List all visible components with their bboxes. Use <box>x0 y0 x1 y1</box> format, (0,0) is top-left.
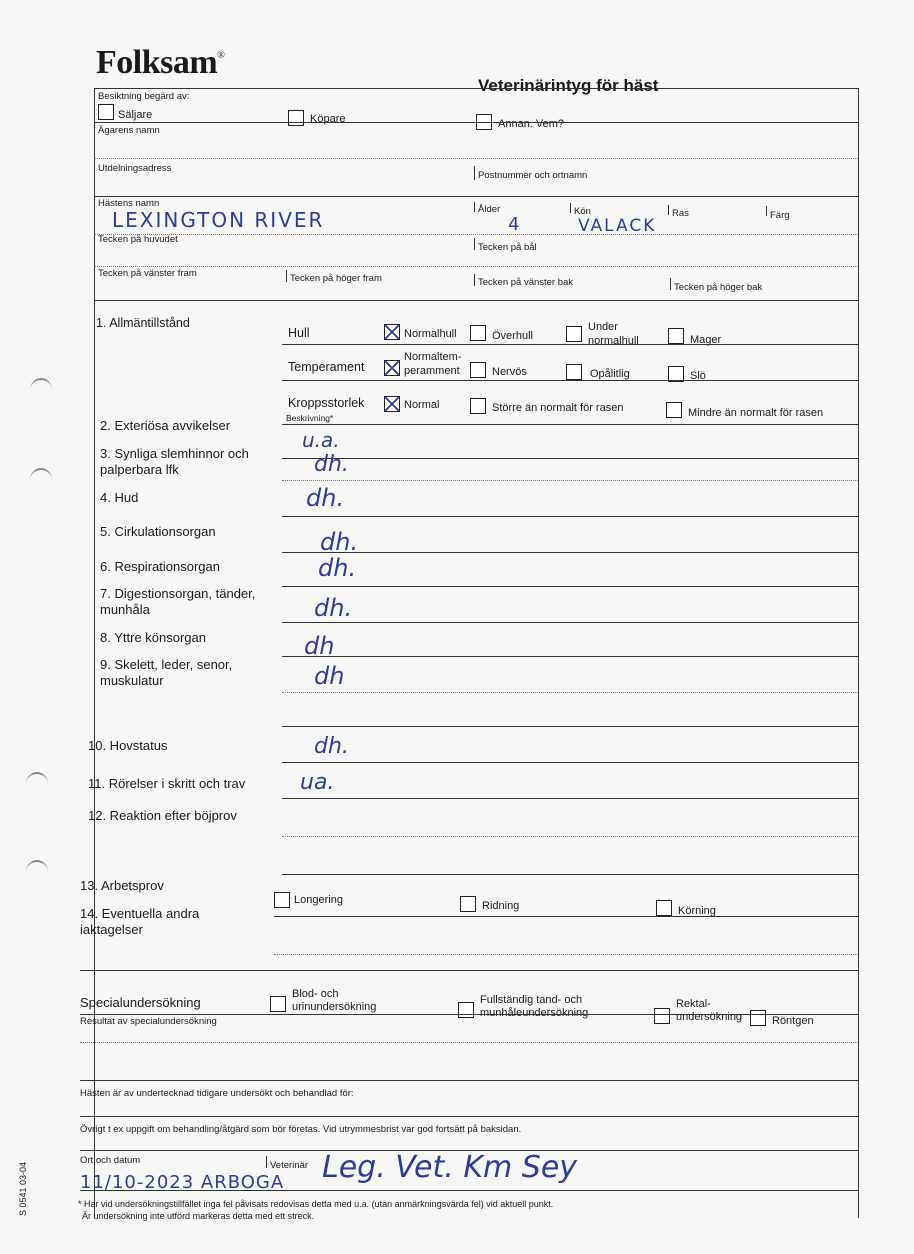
section-13-label: 13. Arbetsprov <box>80 878 164 893</box>
under-normalhull-label: Under normalhull <box>588 321 639 347</box>
other-label: Annan. Vem? <box>498 118 565 130</box>
size-normal-label: Normal <box>404 399 440 411</box>
checkbox-size-smaller[interactable] <box>666 402 682 418</box>
section-7-label: 7. Digestionsorgan, tänder, munhåla <box>100 586 256 617</box>
footnote-line-1: * Har vid undersökningstillfället inga fel påvisats redovisas detta med u.a. (utan anmärkningsvärda fel) vid aktuell punkt. <box>78 1199 554 1209</box>
sex-label: Kön <box>574 206 591 217</box>
checkbox-longering[interactable] <box>274 892 290 908</box>
horse-name-label: Hästens namn <box>98 198 160 209</box>
section-6-label: 6. Respirationsorgan <box>100 559 220 574</box>
punch-hole <box>26 772 48 796</box>
section-2-value: u.a. <box>302 428 340 452</box>
footnote-line-2: Är undersökning inte utförd markeras detta med ett streck. <box>82 1211 315 1221</box>
checkbox-normal-temperament[interactable] <box>384 360 400 376</box>
longering-label: Longering <box>294 894 343 906</box>
teeth-label: Fullständig tand- och munhåleundersökning <box>480 994 589 1019</box>
left-front-label: Tecken på vänster fram <box>98 268 197 279</box>
form-title: Veterinärintyg för häst <box>478 76 659 95</box>
seller-label: Säljare <box>118 109 153 121</box>
left-back-label: Tecken på vänster bak <box>478 277 574 288</box>
unreliable-label: Opålitlig <box>590 368 630 380</box>
section-5-value: dh. <box>320 528 359 556</box>
breed-label: Ras <box>672 208 689 219</box>
temperament-label: Temperament <box>288 360 365 374</box>
section-7-value: dh. <box>314 594 353 622</box>
rectal-label: Rektal-undersökning <box>676 998 743 1023</box>
section-4-value: dh. <box>306 484 345 512</box>
ridning-label: Ridning <box>482 900 520 912</box>
checkbox-seller[interactable] <box>98 104 114 120</box>
checkbox-size-normal[interactable] <box>384 396 400 412</box>
body-marks-label: Tecken på bål <box>478 242 537 253</box>
general-heading: 1. Allmäntillstånd <box>96 316 190 330</box>
section-11-value: ua. <box>300 770 335 795</box>
overhull-label: Överhull <box>492 330 533 342</box>
address-label: Utdelningsadress <box>98 163 172 174</box>
section-12-label: 12. Reaktion efter böjprov <box>88 808 237 823</box>
nervous-label: Nervös <box>492 366 527 378</box>
section-9-value: dh <box>314 662 345 690</box>
section-3-label: 3. Synliga slemhinnor och palperbara lfk <box>100 446 249 477</box>
sex-value: VALACK <box>578 216 657 236</box>
korning-label: Körning <box>678 905 716 917</box>
checkbox-rectal[interactable] <box>654 1008 670 1024</box>
horse-name-value: LEXINGTON RIVER <box>112 208 325 232</box>
checkbox-ridning[interactable] <box>460 896 476 912</box>
blood-urine-label: Blod- och urinundersökning <box>292 988 377 1013</box>
right-front-label: Tecken på höger fram <box>290 273 382 284</box>
footnote <box>78 1198 778 1222</box>
checkbox-teeth[interactable] <box>458 1002 474 1018</box>
checkbox-nervous[interactable] <box>470 362 486 378</box>
checkbox-korning[interactable] <box>656 900 672 916</box>
section-5-label: 5. Cirkulationsorgan <box>100 524 216 539</box>
section-11-label: 11. Rörelser i skritt och trav <box>88 776 246 791</box>
folksam-logo: Folksam® <box>96 44 225 81</box>
size-larger-label: Större än normalt för rasen <box>492 402 624 414</box>
postal-label: Postnummer och ortnamn <box>478 170 588 181</box>
slo-label: Slö <box>690 370 706 382</box>
place-date-label: Ort och datum <box>80 1155 141 1166</box>
checkbox-under-normalhull[interactable] <box>566 326 582 342</box>
checkbox-size-larger[interactable] <box>470 398 486 414</box>
color-label: Färg <box>770 210 790 221</box>
previous-treatment-label: Hästen är av undertecknad tidigare undersökt och behandlad för: <box>80 1088 354 1099</box>
punch-hole <box>26 860 48 884</box>
age-label: Ålder <box>478 204 501 215</box>
section-10-value: dh. <box>314 734 349 759</box>
form-code: S 0541 03-04 <box>18 1161 28 1216</box>
vet-label: Veterinär <box>270 1160 309 1171</box>
special-heading: Specialundersökning <box>80 995 201 1010</box>
checkbox-mager[interactable] <box>668 328 684 344</box>
head-marks-label: Tecken på huvudet <box>98 234 178 245</box>
size-smaller-label: Mindre än normalt för rasen <box>688 407 824 419</box>
requester-label: Besiktning begärd av: <box>98 91 190 102</box>
section-9-label: 9. Skelett, leder, senor, muskulatur <box>100 657 233 688</box>
section-2-label: 2. Exteriösa avvikelser <box>100 418 231 433</box>
description-label: Beskrivning* <box>286 413 334 423</box>
rontgen-label: Röntgen <box>772 1015 814 1027</box>
section-10-label: 10. Hovstatus <box>88 738 168 753</box>
size-label: Kroppsstorlek <box>288 396 365 410</box>
checkbox-rontgen[interactable] <box>750 1010 766 1026</box>
punch-hole <box>30 378 52 402</box>
vet-signature: Leg. Vet. Km Sey <box>322 1150 578 1185</box>
section-8-label: 8. Yttre könsorgan <box>100 630 206 645</box>
other-info-label: Övrigt t ex uppgift om behandling/åtgärd som bör företas. Vid utrymmesbrist var god fortsätt på baksidan. <box>80 1124 522 1135</box>
section-14-label: 14. Eventuella andra iaktagelser <box>80 906 200 937</box>
owner-name-label: Ägarens namn <box>98 125 160 136</box>
checkbox-blood-urine[interactable] <box>270 996 286 1012</box>
checkbox-normalhull[interactable] <box>384 324 400 340</box>
section-3-value: dh. <box>314 452 349 477</box>
section-8-value: dh <box>304 632 335 660</box>
buyer-label: Köpare <box>310 113 346 125</box>
checkbox-unreliable[interactable] <box>566 364 582 380</box>
special-result-label: Resultat av specialundersökning <box>80 1016 217 1027</box>
checkbox-buyer[interactable] <box>288 110 304 126</box>
section-6-value: dh. <box>318 554 357 582</box>
mager-label: Mager <box>690 334 722 346</box>
age-value: 4 <box>508 214 522 235</box>
punch-hole <box>30 468 52 492</box>
hull-label: Hull <box>288 326 310 340</box>
normal-temperament-label: Normaltem-peramment <box>404 351 462 377</box>
right-back-label: Tecken på höger bak <box>674 282 763 293</box>
section-4-label: 4. Hud <box>100 490 139 505</box>
checkbox-overhull[interactable] <box>470 325 486 341</box>
place-date-value: 11/10-2023 ARBOGA <box>80 1172 285 1193</box>
normalhull-label: Normalhull <box>404 328 457 340</box>
